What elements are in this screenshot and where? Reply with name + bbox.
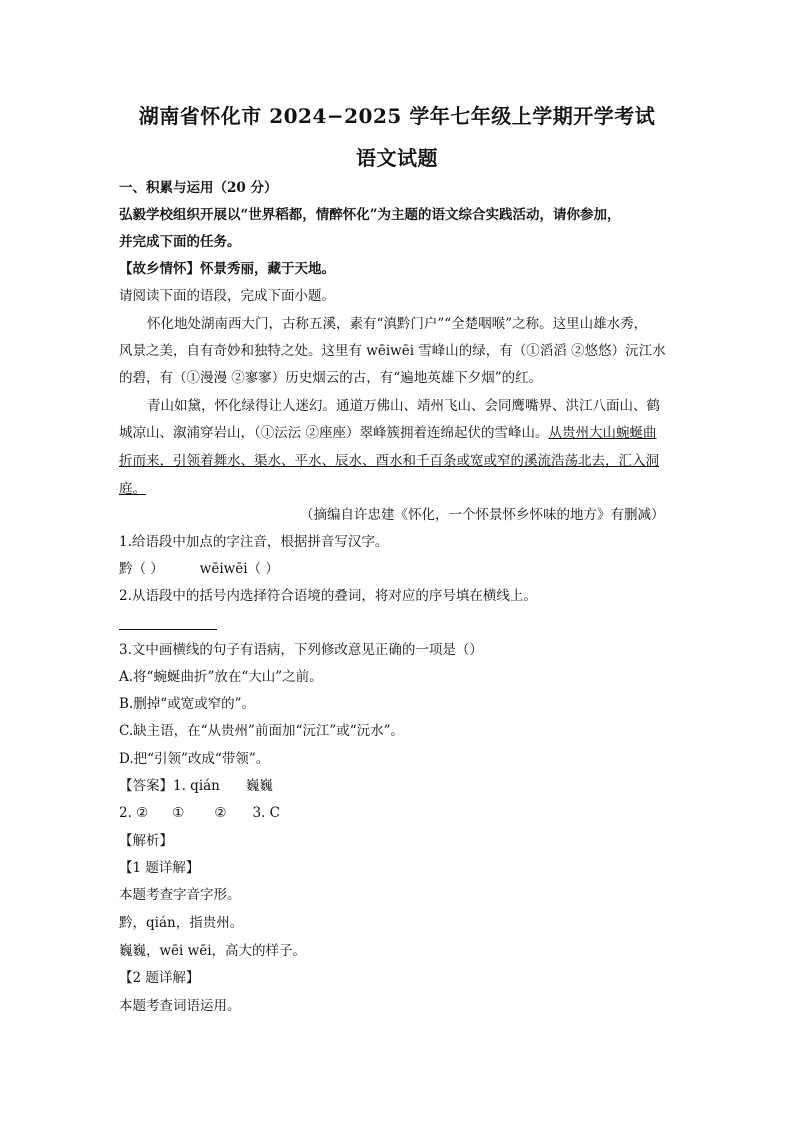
passage-source: （摘编自许忠建《怀化，一个怀景怀乡怀味的地方》有删减） [300,507,665,523]
answer-1b: 巍巍 [245,778,273,794]
question-1-blank-a: 黔（ ） [119,561,164,577]
section-heading: 一、积累与运用（20 分） [119,180,278,196]
answer-2b: ① [172,805,185,821]
analysis-q1-line-2: 黔，qián，指贵州。 [119,915,244,931]
option-b: B.删掉“或宽或窄的”。 [119,696,256,712]
analysis-q1-line-3: 巍巍，wēi wēi，高大的样子。 [119,943,307,959]
answer-2a: 2. ② [119,805,149,821]
exam-subtitle: 语文试题 [356,146,438,170]
option-a: A.将“蜿蜒曲折”放在“大山”之前。 [119,669,323,685]
analysis-q2-heading: 【2 题详解】 [119,970,200,986]
answer-label: 【答案】1. qián [119,778,220,794]
underlined-sentence-middle: 折而来，引领着舞水、渠水、平水、辰水、酉水和千百条或宽或窄的溪流浩荡北去，汇入洞 [119,453,659,469]
analysis-label: 【解析】 [119,833,173,849]
answer-blank-line [119,629,217,630]
question-1: 1.给语段中加点的字注音，根据拼音写汉字。 [119,534,389,550]
analysis-q1-line-1: 本题考查字音字形。 [119,887,241,903]
analysis-q1-heading: 【1 题详解】 [119,860,200,876]
passage-p1-line-2: 风景之美，自有奇妙和独特之处。这里有 wēiwēi 雪峰山的绿，有（①滔滔 ②悠悠）沅江水 [119,343,666,359]
question-3: 3.文中画横线的句子有语病，下列修改意见正确的一项是（） [119,642,483,658]
passage-p1-line-3: 的碧，有（①漫漫 ②寥寥）历史烟云的古，有“遍地英雄下夕烟”的红。 [119,370,543,386]
task-tag: 【故乡情怀】怀景秀丽，藏于天地。 [119,261,335,277]
answer-3: 3. C [252,805,281,821]
activity-intro-line-1: 弘毅学校组织开展以“世界稻都，情醉怀化”为主题的语文综合实践活动，请你参加， [119,207,621,223]
underlined-sentence-end: 庭。 [119,481,146,497]
option-d: D.把“引领”改成“带领”。 [119,751,270,767]
answer-line-2 [119,804,280,822]
passage-p2-line-2-text: 城凉山、溆浦穿岩山，（①沄沄 ②座座）翠峰簇拥着连绵起伏的雪峰山。 [119,425,549,441]
activity-intro-line-2: 并完成下面的任务。 [119,234,241,250]
question-2: 2.从语段中的括号内选择符合语境的叠词，将对应的序号填在横线上。 [119,588,537,604]
exam-title: 湖南省怀化市 2024−2025 学年七年级上学期开学考试 [138,104,656,128]
underlined-sentence-start: 从贵州大山蜿蜒曲 [548,425,657,441]
passage-p1-line-1: 怀化地处湖南西大门，古称五溪，素有“滇黔门户”“全楚咽喉”之称。这里山雄水秀， [147,316,648,332]
passage-p2-line-2 [119,424,657,442]
answer-2c: ② [214,805,227,821]
passage-p2-line-1: 青山如黛，怀化绿得让人迷幻。通道万佛山、靖州飞山、会同鹰嘴界、洪江八面山、鹤 [147,398,660,414]
reading-instruction: 请阅读下面的语段，完成下面小题。 [119,288,335,304]
answer-line-1 [119,777,273,795]
question-1-blanks [119,560,279,578]
option-c: C.缺主语，在“从贵州”前面加“沅江”或“沅水”。 [119,723,405,739]
analysis-q2-line-1: 本题考查词语运用。 [119,998,241,1014]
question-1-blank-b: wēiwēi（ ） [199,561,279,577]
